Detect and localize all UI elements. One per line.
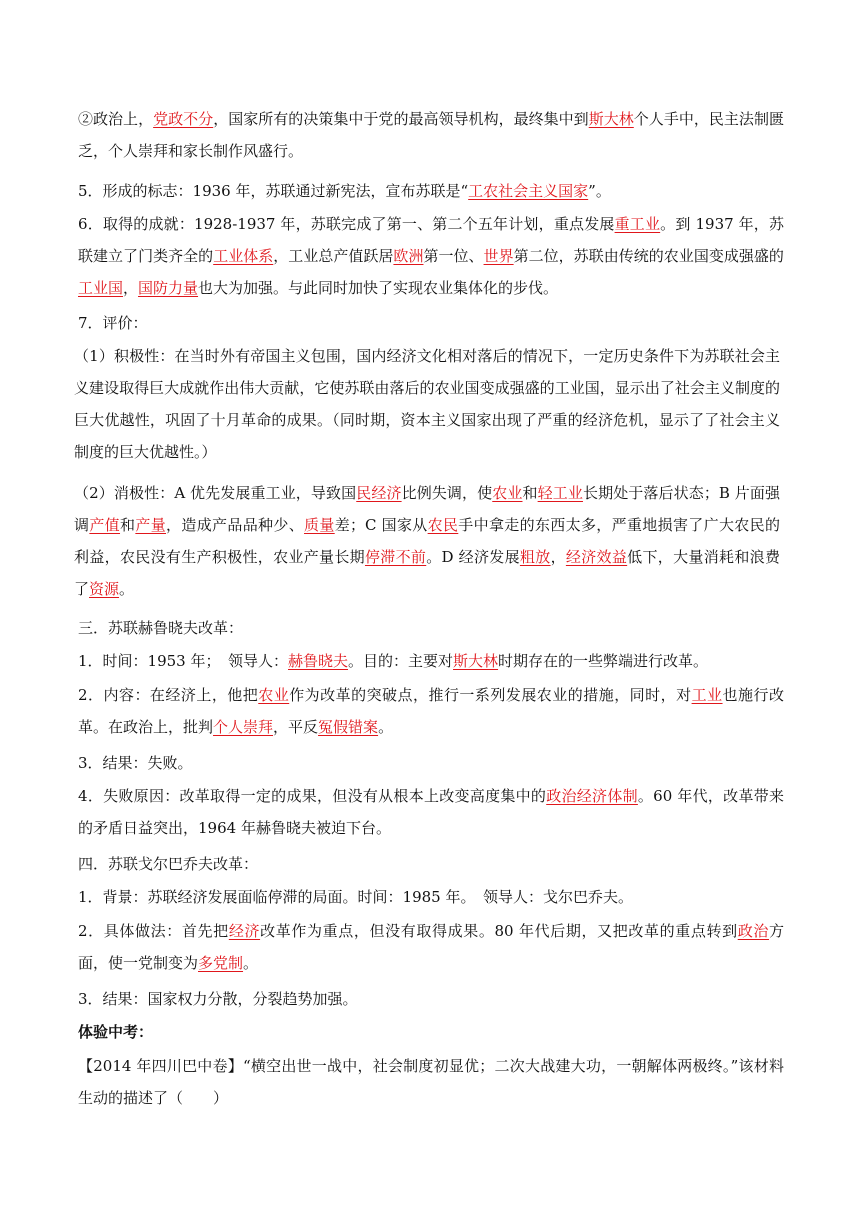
highlighted-term: 轻工业 [537, 484, 583, 502]
paragraph-khrushchev-content [78, 679, 784, 743]
text-run: 长期处于落后状态；B 片面强调 [74, 484, 780, 534]
highlighted-term: 农业 [492, 484, 523, 502]
text-run: 低下，大量消耗和浪费了 [74, 548, 780, 598]
text-run: 方面，使一党制变为 [78, 922, 784, 972]
highlighted-term: 政治经济体制 [546, 787, 638, 805]
highlighted-term: 质量 [304, 516, 335, 534]
paragraph-khrushchev-time [78, 645, 784, 677]
heading-exam-practice [78, 1016, 784, 1048]
text-run: 比例失调，使 [401, 484, 493, 502]
text-run: 。 [119, 580, 135, 598]
text-run: 和 [522, 484, 538, 502]
text-run: 【2014 年四川巴中卷】“横空出世一战中，社会制度初显优；二次大战建大功，一朝解体两极终。”该材料生动的描述了（ ） [78, 1057, 784, 1107]
highlighted-term: 工业国 [78, 279, 124, 297]
paragraph-negative [74, 477, 780, 605]
highlighted-term: 民经济 [356, 484, 402, 502]
text-run: 2．具体做法：首先把 [78, 922, 229, 940]
text-run: 也施行改革。在政治上，批判 [78, 686, 784, 736]
paragraph-symbol [78, 175, 784, 207]
text-run: （1）积极性：在当时外有帝国主义包围，国内经济文化相对落后的情况下，一定历史条件下为苏联社会主义建设取得巨大成就作出伟大贡献，它使苏联由落后的农业国变成强盛的工业国，显示出了社会主义制度的巨大优越性，巩固了十月革命的成果。（同时期，资本主义国家出现了严重的经济危机，显示了了社会主义制度的巨大优越性。） [74, 347, 780, 461]
text-run: 个人手中，民主法制匮乏，个人崇拜和家长制作风盛行。 [78, 110, 784, 160]
text-run: 四．苏联戈尔巴乔夫改革： [78, 855, 259, 873]
paragraph-khrushchev-result [78, 747, 784, 779]
paragraph-gorbachev-result [78, 983, 784, 1015]
text-run: 第二位，苏联由传统的农业国变成强盛的 [513, 247, 784, 265]
text-run: ，平反 [273, 718, 319, 736]
text-run: 。60 年代，改革带来的矛盾日益突出，1964 年赫鲁晓夫被迫下台。 [78, 787, 784, 837]
section-heading-gorbachev [78, 848, 784, 880]
highlighted-term: 工农社会主义国家 [468, 182, 589, 200]
highlighted-term: 农民 [427, 516, 459, 534]
text-run: 3．结果：失败。 [78, 754, 193, 772]
text-run: 手中拿走的东西太多，严重地损害了广大农民的利益，农民没有生产积极性，农业产量长期 [74, 516, 780, 566]
highlighted-term: 资源 [89, 580, 120, 598]
paragraph-political [78, 103, 784, 167]
text-run: 7．评价： [78, 314, 148, 332]
highlighted-term: 国防力量 [138, 279, 199, 297]
paragraph-gorbachev-method [78, 915, 784, 979]
text-run: 三．苏联赫鲁晓夫改革： [78, 619, 244, 637]
highlighted-term: 党政不分 [153, 110, 214, 128]
highlighted-term: 重工业 [614, 215, 661, 233]
text-run: 。D 经济发展 [426, 548, 520, 566]
highlighted-term: 冤假错案 [318, 718, 379, 736]
text-run: ，国家所有的决策集中于党的最高领导机构，最终集中到 [213, 110, 589, 128]
paragraph-positive [74, 340, 780, 468]
text-run: 2．内容：在经济上，他把 [78, 686, 259, 704]
highlighted-term: 粗放 [519, 548, 551, 566]
text-run: 。到 1937 年，苏联建立了门类齐全的 [78, 215, 784, 265]
text-run: 1．时间：1953 年； 领导人： [78, 652, 288, 670]
highlighted-term: 世界 [483, 247, 514, 265]
text-run: 。 [378, 718, 394, 736]
highlighted-term: 工业体系 [213, 247, 274, 265]
paragraph-achievements [78, 208, 784, 304]
text-run: 1．背景：苏联经济发展面临停滞的局面。时间：1985 年。 领导人：戈尔巴乔夫。 [78, 888, 633, 906]
text-run: 。目的：主要对 [348, 652, 454, 670]
highlighted-term: 欧洲 [393, 247, 424, 265]
text-run: ”。 [588, 182, 611, 200]
text-run: ，造成产品品种少、 [166, 516, 305, 534]
section-heading-khrushchev [78, 612, 784, 644]
highlighted-term: 斯大林 [453, 652, 499, 670]
paragraph-exam-question [78, 1050, 784, 1114]
highlighted-term: 停滞不前 [364, 548, 427, 566]
text-run: ， [550, 548, 566, 566]
highlighted-term: 经济效益 [565, 548, 628, 566]
highlighted-term: 产量 [135, 516, 167, 534]
paragraph-khrushchev-failure [78, 780, 784, 844]
text-run: 6．取得的成就：1928-1937 年，苏联完成了第一、第二个五年计划，重点发展 [78, 215, 615, 233]
text-run: 改革作为重点，但没有取得成果。80 年代后期，又把改革的重点转到 [260, 922, 738, 940]
text-run: ，工业总产值跃居 [273, 247, 394, 265]
paragraph-gorbachev-background [78, 881, 784, 913]
text-run: 时期存在的一些弊端进行改革。 [498, 652, 709, 670]
paragraph-evaluation-heading [78, 307, 784, 339]
text-run: 4．失败原因：改革取得一定的成果，但没有从根本上改变高度集中的 [78, 787, 547, 805]
text-run: 体验中考： [78, 1023, 154, 1041]
text-run: ②政治上， [78, 110, 154, 128]
highlighted-term: 赫鲁晓夫 [288, 652, 349, 670]
highlighted-term: 斯大林 [588, 110, 634, 128]
text-run: 。 [243, 954, 259, 972]
text-run: ， [123, 279, 139, 297]
highlighted-term: 产值 [89, 516, 121, 534]
text-run: 差；C 国家从 [334, 516, 428, 534]
text-run: 作为改革的突破点，推行一系列发展农业的措施，同时，对 [289, 686, 692, 704]
highlighted-term: 经济 [228, 922, 261, 940]
highlighted-term: 工业 [691, 686, 723, 704]
highlighted-term: 个人崇拜 [213, 718, 274, 736]
text-run: 5．形成的标志：1936 年，苏联通过新宪法，宣布苏联是“ [78, 182, 469, 200]
highlighted-term: 农业 [258, 686, 290, 704]
text-run: 3．结果：国家权力分散，分裂趋势加强。 [78, 990, 358, 1008]
highlighted-term: 多党制 [198, 954, 244, 972]
text-run: 也大为加强。与此同时加快了实现农业集体化的步伐。 [198, 279, 559, 297]
text-run: 和 [120, 516, 136, 534]
highlighted-term: 政治 [737, 922, 769, 940]
text-run: （2）消极性：A 优先发展重工业，导致国 [74, 484, 357, 502]
text-run: 第一位、 [423, 247, 484, 265]
